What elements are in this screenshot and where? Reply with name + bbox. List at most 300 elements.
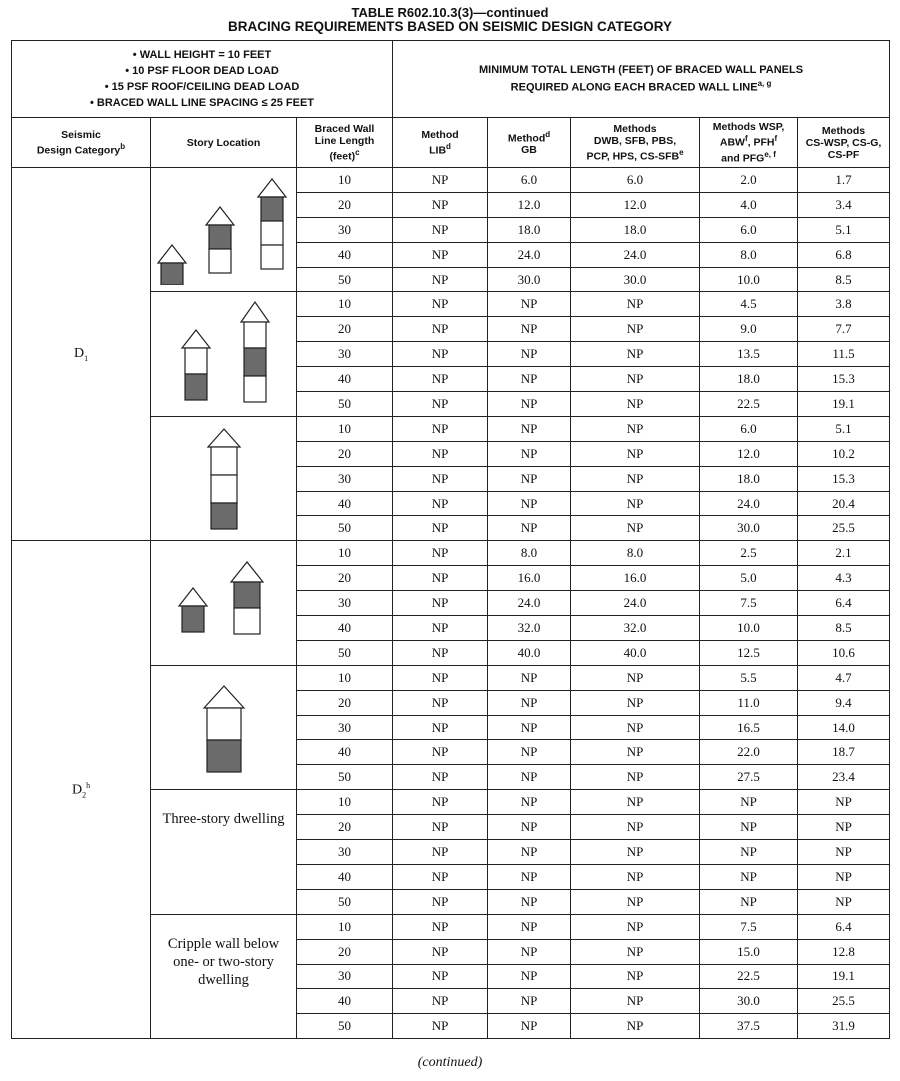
- cs-cell: 3.4: [798, 192, 890, 217]
- story-cripple-wall: [151, 935, 296, 989]
- wsp-cell: 8.0: [700, 242, 798, 267]
- dwb-cell: NP: [571, 466, 700, 491]
- cs-cell: 12.8: [798, 939, 890, 964]
- dwb-cell: 6.0: [571, 168, 700, 193]
- dwb-cell: NP: [571, 317, 700, 342]
- lib-cell: NP: [393, 989, 488, 1014]
- bwl-length-cell: 20: [297, 566, 393, 591]
- bwl-length-cell: 30: [297, 342, 393, 367]
- lib-cell: NP: [393, 889, 488, 914]
- wsp-cell: 22.5: [700, 392, 798, 417]
- header-cs: [798, 118, 890, 168]
- wsp-cell: 22.5: [700, 964, 798, 989]
- header-gb-l1: [488, 129, 570, 145]
- header-wsp-sup1: f: [744, 134, 748, 143]
- table-row: [12, 541, 890, 566]
- cs-cell: 19.1: [798, 964, 890, 989]
- gb-cell: NP: [488, 491, 571, 516]
- house1-story1-shaded: [161, 263, 183, 285]
- dwb-cell: NP: [571, 790, 700, 815]
- gb-cell: NP: [488, 939, 571, 964]
- header-bwl-l1: Braced Wall: [314, 122, 375, 135]
- min-length-sup: a, g: [757, 79, 772, 89]
- category-d1-sub: 1: [84, 353, 89, 363]
- bwl-length-cell: 30: [297, 840, 393, 865]
- gb-cell: 18.0: [488, 217, 571, 242]
- cs-cell: 10.6: [798, 640, 890, 665]
- min-length-line2: [393, 77, 889, 95]
- lib-cell: NP: [393, 541, 488, 566]
- dwb-cell: 12.0: [571, 192, 700, 217]
- cs-cell: 6.4: [798, 591, 890, 616]
- dwb-cell: NP: [571, 715, 700, 740]
- condition-floor-load: • 10 PSF FLOOR DEAD LOAD: [125, 65, 279, 77]
- wsp-cell: NP: [700, 889, 798, 914]
- header-bwl-sup: c: [355, 147, 360, 157]
- dwb-cell: NP: [571, 342, 700, 367]
- header-sdc-l2: [12, 141, 150, 157]
- house-diagram-top-story: [169, 558, 279, 648]
- gb-cell: 12.0: [488, 192, 571, 217]
- cs-cell: 25.5: [798, 989, 890, 1014]
- house-diagram-middle-story: [169, 298, 279, 410]
- header-wsp-l3: [700, 149, 797, 165]
- cs-cell: 15.3: [798, 466, 890, 491]
- bwl-length-cell: 40: [297, 367, 393, 392]
- lib-cell: NP: [393, 367, 488, 392]
- header-gb-sup: d: [545, 129, 551, 139]
- dwb-cell: NP: [571, 516, 700, 541]
- dwb-cell: 24.0: [571, 591, 700, 616]
- header-cs-l3: CS-PF: [827, 148, 860, 161]
- header-lib: [393, 118, 488, 168]
- table-row: [12, 168, 890, 193]
- dwb-cell: NP: [571, 665, 700, 690]
- cs-cell: 10.2: [798, 441, 890, 466]
- header-lib-l2-text: LIB: [429, 144, 447, 157]
- house-b-roof: [241, 302, 269, 322]
- gb-cell: NP: [488, 815, 571, 840]
- gb-cell: NP: [488, 516, 571, 541]
- bwl-length-cell: 20: [297, 317, 393, 342]
- lib-cell: NP: [393, 715, 488, 740]
- bwl-length-cell: 20: [297, 690, 393, 715]
- gb-cell: NP: [488, 466, 571, 491]
- house-a-story1-shaded: [185, 374, 207, 400]
- dwb-cell: NP: [571, 392, 700, 417]
- story-location-cell: [151, 790, 297, 914]
- header-lib-sup: d: [446, 141, 451, 151]
- lib-cell: NP: [393, 665, 488, 690]
- house3-story3-shaded: [261, 197, 283, 221]
- gb-cell: NP: [488, 690, 571, 715]
- header-gb-l1-text: Method: [507, 132, 546, 145]
- min-length-header: [393, 41, 890, 118]
- house-diagram-bottom-of-three: [194, 423, 254, 535]
- wsp-cell: 24.0: [700, 491, 798, 516]
- gb-cell: NP: [488, 715, 571, 740]
- story-location-cell: [151, 292, 297, 416]
- wsp-cell: 5.5: [700, 665, 798, 690]
- cs-cell: 31.9: [798, 1014, 890, 1039]
- house3-roof: [258, 179, 286, 197]
- gb-cell: 24.0: [488, 591, 571, 616]
- condition-roof-load: • 15 PSF ROOF/CEILING DEAD LOAD: [104, 81, 300, 93]
- bwl-length-cell: 10: [297, 541, 393, 566]
- dwb-cell: NP: [571, 889, 700, 914]
- lib-cell: NP: [393, 217, 488, 242]
- wsp-cell: 7.5: [700, 591, 798, 616]
- cs-cell: 8.5: [798, 616, 890, 641]
- dwb-cell: NP: [571, 367, 700, 392]
- story-location-cell: [151, 416, 297, 540]
- min-length-line1: MINIMUM TOTAL LENGTH (FEET) OF BRACED WALL PANELS: [478, 64, 804, 77]
- gb-cell: NP: [488, 864, 571, 889]
- header-cs-l2: CS-WSP, CS-G,: [805, 136, 882, 149]
- header-bwl-l3-text: (feet): [329, 150, 356, 163]
- header-bwl: [297, 118, 393, 168]
- bwl-length-cell: 10: [297, 790, 393, 815]
- house-diagram-1-2-3-story: [156, 175, 292, 285]
- house-b-story1: [244, 376, 266, 402]
- lib-cell: NP: [393, 815, 488, 840]
- header-row: [12, 118, 890, 168]
- gb-cell: NP: [488, 441, 571, 466]
- lib-cell: NP: [393, 840, 488, 865]
- cs-cell: 4.3: [798, 566, 890, 591]
- house-e-roof: [231, 562, 263, 582]
- cs-cell: 8.5: [798, 267, 890, 292]
- lib-cell: NP: [393, 616, 488, 641]
- cs-cell: 1.7: [798, 168, 890, 193]
- header-wsp-abw: ABW: [719, 136, 745, 149]
- header-cs-l1: Methods: [821, 124, 866, 137]
- gb-cell: 24.0: [488, 242, 571, 267]
- gb-cell: NP: [488, 317, 571, 342]
- gb-cell: NP: [488, 840, 571, 865]
- wsp-cell: NP: [700, 815, 798, 840]
- bwl-length-cell: 20: [297, 441, 393, 466]
- gb-cell: 6.0: [488, 168, 571, 193]
- cs-cell: 18.7: [798, 740, 890, 765]
- lib-cell: NP: [393, 342, 488, 367]
- lib-cell: NP: [393, 765, 488, 790]
- category-d1: [12, 346, 150, 363]
- dwb-cell: NP: [571, 441, 700, 466]
- house-f-story1-shaded: [207, 740, 241, 772]
- bwl-length-cell: 50: [297, 640, 393, 665]
- house-c-story2: [211, 475, 237, 503]
- dwb-cell: NP: [571, 815, 700, 840]
- house-c-roof: [208, 429, 240, 447]
- cripple-l2: one- or two-story: [173, 953, 274, 970]
- continued-note: (continued): [417, 1055, 483, 1070]
- bwl-length-cell: 20: [297, 192, 393, 217]
- header-gb-l2: GB: [521, 144, 537, 157]
- gb-cell: NP: [488, 740, 571, 765]
- wsp-cell: NP: [700, 840, 798, 865]
- house-c-story3: [211, 447, 237, 475]
- wsp-cell: 2.0: [700, 168, 798, 193]
- dwb-cell: NP: [571, 491, 700, 516]
- dwb-cell: NP: [571, 840, 700, 865]
- wsp-cell: 30.0: [700, 516, 798, 541]
- bwl-length-cell: 50: [297, 1014, 393, 1039]
- header-dwb: [571, 118, 700, 168]
- category-d2-letter: D: [71, 782, 83, 798]
- lib-cell: NP: [393, 640, 488, 665]
- header-dwb-l3-text: PCP, HPS, CS-SFB: [586, 150, 680, 163]
- dwb-cell: 32.0: [571, 616, 700, 641]
- header-bwl-l2: Line Length: [314, 134, 375, 147]
- bwl-length-cell: 40: [297, 491, 393, 516]
- dwb-cell: NP: [571, 416, 700, 441]
- dwb-cell: NP: [571, 989, 700, 1014]
- gb-cell: NP: [488, 790, 571, 815]
- bwl-length-cell: 30: [297, 964, 393, 989]
- lib-cell: NP: [393, 292, 488, 317]
- header-wsp-sup3: e, f: [764, 149, 776, 159]
- wsp-cell: 16.5: [700, 715, 798, 740]
- wsp-cell: 15.0: [700, 939, 798, 964]
- bwl-length-cell: 10: [297, 665, 393, 690]
- category-cell-d2: [12, 541, 151, 1039]
- house-d-story1-shaded: [182, 606, 204, 632]
- header-wsp: [700, 118, 798, 168]
- lib-cell: NP: [393, 392, 488, 417]
- cs-cell: 19.1: [798, 392, 890, 417]
- wsp-cell: 4.5: [700, 292, 798, 317]
- story-location-cell: [151, 914, 297, 1038]
- story-location-cell: [151, 168, 297, 292]
- bwl-length-cell: 10: [297, 292, 393, 317]
- house-a-story2: [185, 348, 207, 374]
- cs-cell: 9.4: [798, 690, 890, 715]
- category-cell-d1: [12, 168, 151, 541]
- dwb-cell: 30.0: [571, 267, 700, 292]
- dwb-cell: NP: [571, 292, 700, 317]
- wsp-cell: 12.5: [700, 640, 798, 665]
- bwl-length-cell: 50: [297, 267, 393, 292]
- bwl-length-cell: 40: [297, 616, 393, 641]
- gb-cell: NP: [488, 416, 571, 441]
- wsp-cell: 9.0: [700, 317, 798, 342]
- wsp-cell: 5.0: [700, 566, 798, 591]
- cs-cell: 4.7: [798, 665, 890, 690]
- bwl-length-cell: 10: [297, 168, 393, 193]
- cs-cell: NP: [798, 815, 890, 840]
- wsp-cell: 10.0: [700, 616, 798, 641]
- cs-cell: 7.7: [798, 317, 890, 342]
- bwl-length-cell: 20: [297, 939, 393, 964]
- gb-cell: 40.0: [488, 640, 571, 665]
- house-diagram-bottom-of-two: [194, 678, 254, 778]
- wsp-cell: NP: [700, 864, 798, 889]
- bwl-length-cell: 10: [297, 416, 393, 441]
- wsp-cell: 11.0: [700, 690, 798, 715]
- dwb-cell: 18.0: [571, 217, 700, 242]
- house-f-story2: [207, 708, 241, 740]
- lib-cell: NP: [393, 790, 488, 815]
- category-d2: [12, 781, 150, 799]
- gb-cell: NP: [488, 367, 571, 392]
- table-title: TABLE R602.10.3(3)—continued: [351, 5, 549, 20]
- wsp-cell: 10.0: [700, 267, 798, 292]
- header-wsp-pfg: and PFG: [721, 152, 765, 164]
- category-d2-sup: h: [86, 780, 91, 790]
- bwl-length-cell: 50: [297, 392, 393, 417]
- gb-cell: NP: [488, 914, 571, 939]
- lib-cell: NP: [393, 516, 488, 541]
- dwb-cell: 8.0: [571, 541, 700, 566]
- gb-cell: NP: [488, 292, 571, 317]
- gb-cell: NP: [488, 765, 571, 790]
- gb-cell: NP: [488, 964, 571, 989]
- gb-cell: NP: [488, 665, 571, 690]
- story-three-story-dwelling: Three-story dwelling: [162, 811, 285, 828]
- wsp-cell: NP: [700, 790, 798, 815]
- header-lib-l1: Method: [421, 128, 459, 141]
- wsp-cell: 30.0: [700, 989, 798, 1014]
- header-story: Story Location: [151, 118, 297, 168]
- wsp-cell: 37.5: [700, 1014, 798, 1039]
- dwb-cell: NP: [571, 765, 700, 790]
- wsp-cell: 13.5: [700, 342, 798, 367]
- wsp-cell: 12.0: [700, 441, 798, 466]
- lib-cell: NP: [393, 914, 488, 939]
- house-d-roof: [179, 588, 207, 606]
- dwb-cell: NP: [571, 740, 700, 765]
- condition-spacing: • BRACED WALL LINE SPACING ≤ 25 FEET: [90, 97, 315, 109]
- dwb-cell: NP: [571, 864, 700, 889]
- wsp-cell: 27.5: [700, 765, 798, 790]
- bwl-length-cell: 50: [297, 765, 393, 790]
- dwb-cell: NP: [571, 914, 700, 939]
- header-sdc: [12, 118, 151, 168]
- cs-cell: 20.4: [798, 491, 890, 516]
- house2-roof: [206, 207, 234, 225]
- gb-cell: NP: [488, 889, 571, 914]
- story-location-cell: [151, 541, 297, 665]
- cs-cell: 14.0: [798, 715, 890, 740]
- bwl-length-cell: 40: [297, 989, 393, 1014]
- header-lib-l2: [393, 141, 487, 157]
- bwl-length-cell: 30: [297, 591, 393, 616]
- category-d1-letter: D: [73, 345, 85, 361]
- cs-cell: 2.1: [798, 541, 890, 566]
- wsp-cell: 6.0: [700, 416, 798, 441]
- cs-cell: 25.5: [798, 516, 890, 541]
- cs-cell: 5.1: [798, 217, 890, 242]
- lib-cell: NP: [393, 1014, 488, 1039]
- lib-cell: NP: [393, 242, 488, 267]
- lib-cell: NP: [393, 466, 488, 491]
- house-f-roof: [204, 686, 244, 708]
- wsp-cell: 4.0: [700, 192, 798, 217]
- cs-cell: 15.3: [798, 367, 890, 392]
- wsp-cell: 2.5: [700, 541, 798, 566]
- cs-cell: 6.8: [798, 242, 890, 267]
- cs-cell: 5.1: [798, 416, 890, 441]
- dwb-cell: NP: [571, 939, 700, 964]
- lib-cell: NP: [393, 690, 488, 715]
- cs-cell: 23.4: [798, 765, 890, 790]
- gb-cell: NP: [488, 342, 571, 367]
- wsp-cell: 7.5: [700, 914, 798, 939]
- bracing-table: [11, 40, 890, 1039]
- bwl-length-cell: 50: [297, 516, 393, 541]
- header-sdc-l1: Seismic: [61, 128, 101, 141]
- house-a-roof: [182, 330, 210, 348]
- min-length-line2-text: REQUIRED ALONG EACH BRACED WALL LINE: [510, 81, 758, 94]
- bwl-length-cell: 40: [297, 864, 393, 889]
- bwl-length-cell: 30: [297, 715, 393, 740]
- cs-cell: 3.8: [798, 292, 890, 317]
- gb-cell: NP: [488, 392, 571, 417]
- header-bwl-l3: [297, 147, 392, 163]
- lib-cell: NP: [393, 192, 488, 217]
- wsp-cell: 22.0: [700, 740, 798, 765]
- bwl-length-cell: 10: [297, 914, 393, 939]
- lib-cell: NP: [393, 964, 488, 989]
- dwb-cell: 24.0: [571, 242, 700, 267]
- wsp-cell: 6.0: [700, 217, 798, 242]
- story-location-cell: [151, 665, 297, 789]
- header-wsp-pfh: , PFH: [747, 136, 775, 149]
- table-subtitle: BRACING REQUIREMENTS BASED ON SEISMIC DESIGN CATEGORY: [227, 19, 673, 34]
- header-dwb-l2: DWB, SFB, PBS,: [593, 134, 677, 147]
- header-wsp-l1: Methods WSP,: [712, 121, 785, 133]
- header-wsp-l2: [700, 133, 797, 149]
- header-dwb-sup: e: [679, 147, 684, 157]
- cs-cell: 6.4: [798, 914, 890, 939]
- conditions-cell: [12, 41, 393, 118]
- house1-roof: [158, 245, 186, 263]
- cs-cell: NP: [798, 790, 890, 815]
- bwl-length-cell: 40: [297, 740, 393, 765]
- header-dwb-l3: [571, 147, 699, 163]
- bwl-length-cell: 40: [297, 242, 393, 267]
- dwb-cell: NP: [571, 1014, 700, 1039]
- header-dwb-l1: Methods: [613, 122, 657, 135]
- house-e-story2-shaded: [234, 582, 260, 608]
- lib-cell: NP: [393, 317, 488, 342]
- gb-cell: 8.0: [488, 541, 571, 566]
- bwl-length-cell: 50: [297, 889, 393, 914]
- house3-story1: [261, 245, 283, 269]
- house2-story2-shaded: [209, 225, 231, 249]
- dwb-cell: NP: [571, 964, 700, 989]
- house3-story2: [261, 221, 283, 245]
- cripple-l3: dwelling: [198, 971, 249, 988]
- lib-cell: NP: [393, 416, 488, 441]
- gb-cell: 30.0: [488, 267, 571, 292]
- header-gb: [488, 118, 571, 168]
- dwb-cell: 40.0: [571, 640, 700, 665]
- house-b-story3: [244, 322, 266, 348]
- condition-wall-height: • WALL HEIGHT = 10 FEET: [132, 49, 272, 61]
- lib-cell: NP: [393, 864, 488, 889]
- lib-cell: NP: [393, 740, 488, 765]
- category-d2-sub: 2: [82, 789, 87, 799]
- dwb-cell: 16.0: [571, 566, 700, 591]
- gb-cell: 16.0: [488, 566, 571, 591]
- bwl-length-cell: 30: [297, 466, 393, 491]
- lib-cell: NP: [393, 591, 488, 616]
- house-b-story2-shaded: [244, 348, 266, 376]
- wsp-cell: 18.0: [700, 367, 798, 392]
- lib-cell: NP: [393, 939, 488, 964]
